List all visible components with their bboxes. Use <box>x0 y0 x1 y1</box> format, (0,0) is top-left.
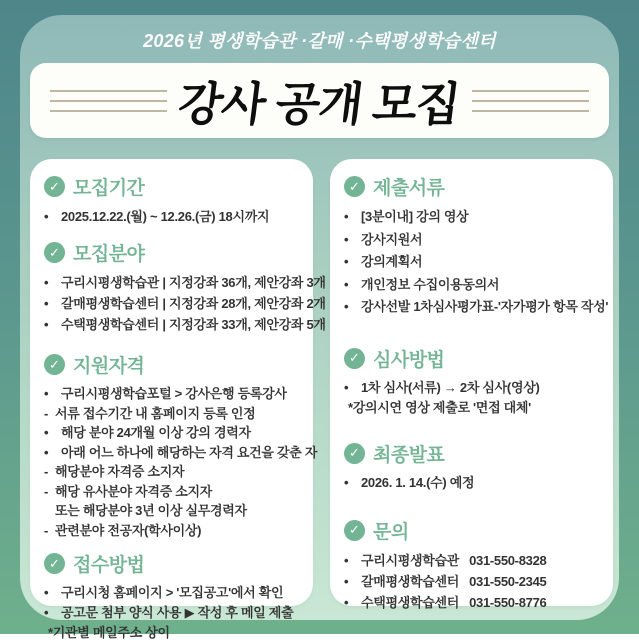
left-card <box>30 159 326 640</box>
section-eligibility <box>44 351 318 540</box>
contact-phone: 031-550-8776 <box>469 594 547 610</box>
check-icon: ✓ <box>344 520 365 541</box>
section-application-method <box>44 550 300 643</box>
list-item: • 구리시평생학습관 | 지정강좌 36개, 제안강좌 3개 <box>44 275 326 290</box>
list-item: • 수택평생학습센터 | 지정강좌 33개, 제안강좌 5개 <box>44 317 326 332</box>
list-item: • 강사선발 1차심사평가표-'자가평가 항목 작성' <box>344 299 609 314</box>
list-item: • 구리시평생학습관 031-550-8328 <box>344 550 600 571</box>
section-title: 모집분야 <box>73 244 145 265</box>
cards-row <box>30 159 609 640</box>
section-title: 지원자격 <box>73 356 145 377</box>
title-banner <box>30 63 609 138</box>
list-item: - 관련분야 전공자(학사이상) <box>44 522 202 538</box>
list-item: - 해당분야 자격증 소지자 <box>44 464 185 479</box>
inner-panel <box>20 15 619 640</box>
list-item: - 서류 접수기간 내 홈페이지 등록 인정 <box>44 405 256 421</box>
section-final-announcement <box>344 440 600 493</box>
decorative-lines-right <box>472 82 589 120</box>
list-item: • [3분이내] 강의 영상 <box>344 209 469 224</box>
section-title: 접수방법 <box>73 555 145 576</box>
poster-title: 강사 공개 모집 <box>175 77 463 130</box>
list-item: • 2025.12.22.(월) ~ 12.26.(금) 18시까지 <box>44 209 270 224</box>
check-icon: ✓ <box>44 553 65 574</box>
section-recruitment-fields <box>44 239 326 335</box>
right-card <box>330 159 613 610</box>
list-item: • 공고문 첨부 양식 사용 ▶ 작성 후 메일 제출 <box>44 605 294 620</box>
list-item: • 구리시청 홈페이지 > '모집공고'에서 확인 <box>44 585 284 600</box>
list-item: • 아래 어느 하나에 해당하는 자격 요건을 갖춘 자 <box>44 444 318 460</box>
list-item: *기관별 메일주소 상이 <box>48 625 170 640</box>
list-item: • 수택평생학습센터 031-550-8776 <box>344 592 600 613</box>
section-title: 심사방법 <box>373 349 445 371</box>
list-item: • 강의계획서 <box>344 254 423 269</box>
list-item: • 2026. 1. 14.(수) 예정 <box>344 474 475 490</box>
list-item: - 해당 유사분야 자격증 소지자 <box>44 483 213 499</box>
list-item: • 강사지원서 <box>344 231 423 247</box>
section-title: 제출서류 <box>373 178 445 199</box>
list-item: • 갈매평생학습센터 031-550-2345 <box>344 571 600 592</box>
section-review-process <box>344 345 600 418</box>
header-top-line: 2026년 평생학습관 ·갈매 ·수택평생학습센터 <box>143 31 496 51</box>
check-icon: ✓ <box>344 348 365 369</box>
list-item: • 구리시평생학습포털 > 강사은행 등록강사 <box>44 386 287 401</box>
check-icon: ✓ <box>344 176 365 197</box>
check-icon: ✓ <box>44 354 65 375</box>
section-title: 모집기간 <box>73 178 145 199</box>
list-item: • 1차 심사(서류) → 2차 심사(영상) <box>344 379 540 395</box>
check-icon: ✓ <box>344 443 365 464</box>
section-required-documents <box>344 173 609 319</box>
section-recruitment-period <box>44 173 300 227</box>
list-item: • 갈매평생학습센터 | 지정강좌 28개, 제안강좌 2개 <box>44 296 326 311</box>
decorative-lines-left <box>50 82 167 120</box>
contact-phone: 031-550-2345 <box>469 573 547 589</box>
list-item: • 해당 분야 24개월 이상 강의 경력자 <box>44 425 251 440</box>
section-contact <box>344 517 600 613</box>
section-title: 문의 <box>373 521 409 543</box>
list-item: • 개인정보 수집이용동의서 <box>344 276 500 292</box>
section-title: 최종발표 <box>373 444 445 466</box>
check-icon: ✓ <box>44 242 65 263</box>
list-item: *강의시연 영상 제출로 '면접 대체' <box>348 399 531 415</box>
contact-phone: 031-550-8328 <box>469 552 547 568</box>
check-icon: ✓ <box>44 176 65 197</box>
list-item: 또는 해당분야 3년 이상 실무경력자 <box>55 503 247 518</box>
